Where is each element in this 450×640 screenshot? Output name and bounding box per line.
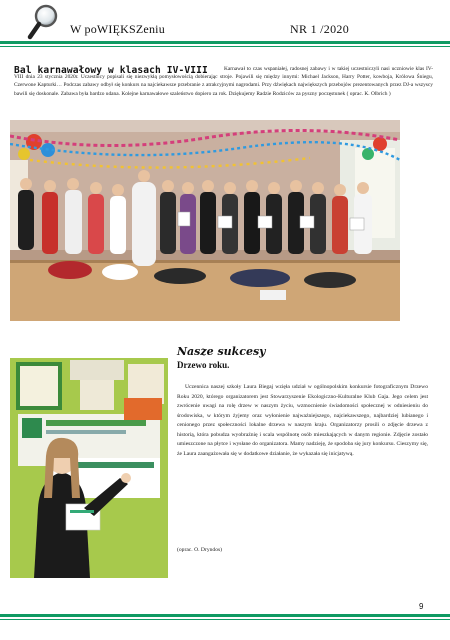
article-title: Bal karnawałowy w klasach IV-VIII [14, 65, 208, 76]
article-body: Karnawał to czas wspaniałej, radosnej zabawy i w takiej uczestniczyli nasi uczniowie klas IV-VIII dnia 23 stycznia 2020r. Uczestnicy popisali się niezwykłą pomysłowością dobierając stroje. Pojawili się między innymi: Michael Jackson, Harry Potter, kowboja, Królowa Śniegu, Czerwone Kapturki… Podczas zabawy odbył się konkurs na najciekawsze przebranie z atrakcyjnymi nagrodami. Przy dźwiękach największych przebojów prezentowanych przez DJ-a wszyscy bawili się doskonale. Zabawa była bardzo udana. Kolejne karnawałowe szaleństwo dopiero za rok. Dziękujemy Radzie Rodziców za pyszny poczęstunek ( oprac. K. Olbrich ) [14, 66, 433, 97]
footer-rule [0, 614, 450, 617]
carnival-group-photo [10, 120, 400, 321]
article-body: Uczennica naszej szkoły Laura Biegaj wzięła udział w ogólnopolskim konkursie fotograficznym Drzewo Roku 2020, którego organizatorem jest Stowarzyszenie Ekologiczno-Kulturalne Klub Gaja. Jego celem jest zwrócenie uwagi na rolę drzew w naszym życiu, wzmocnienie świadomości społecznej w odniesieniu do środowiska, w którym żyjemy oraz wyłonienie najważniejszego, najciekawszego, najbardziej lubianego i cenionego przez społeczności lokalne drzewa w naszym kraju. Organizatorzy prosili o zdjęcie drzewa z historią, która pobudza wyobraźnię i scala wspólnotę osób mieszkających w danym regionie. Zdjęcie zostało umieszczone na płytce i wysłane do organizatora. Mamy nadzieję, że spodoba się jury konkursu. Cieszymy się, że Laura zaangażowała się w dodatkowe działanie, że wykazała się inicjatywą. [177, 384, 428, 457]
issue-number: NR 1 /2020 [290, 22, 350, 36]
magnifying-glass-icon [27, 3, 61, 41]
page-number: 9 [419, 602, 424, 611]
header-rule [0, 41, 450, 44]
section-title: Nasze sukcesy [177, 345, 266, 358]
header-rule-thin [0, 46, 450, 47]
footer-rule-thin [0, 619, 450, 620]
article-credit: (oprac. O. Dryndos) [177, 547, 223, 553]
article-subtitle: Drzewo roku. [177, 360, 230, 370]
newspaper-title: W poWIĘKSZeniu [70, 22, 165, 36]
student-certificate-photo [10, 358, 168, 578]
